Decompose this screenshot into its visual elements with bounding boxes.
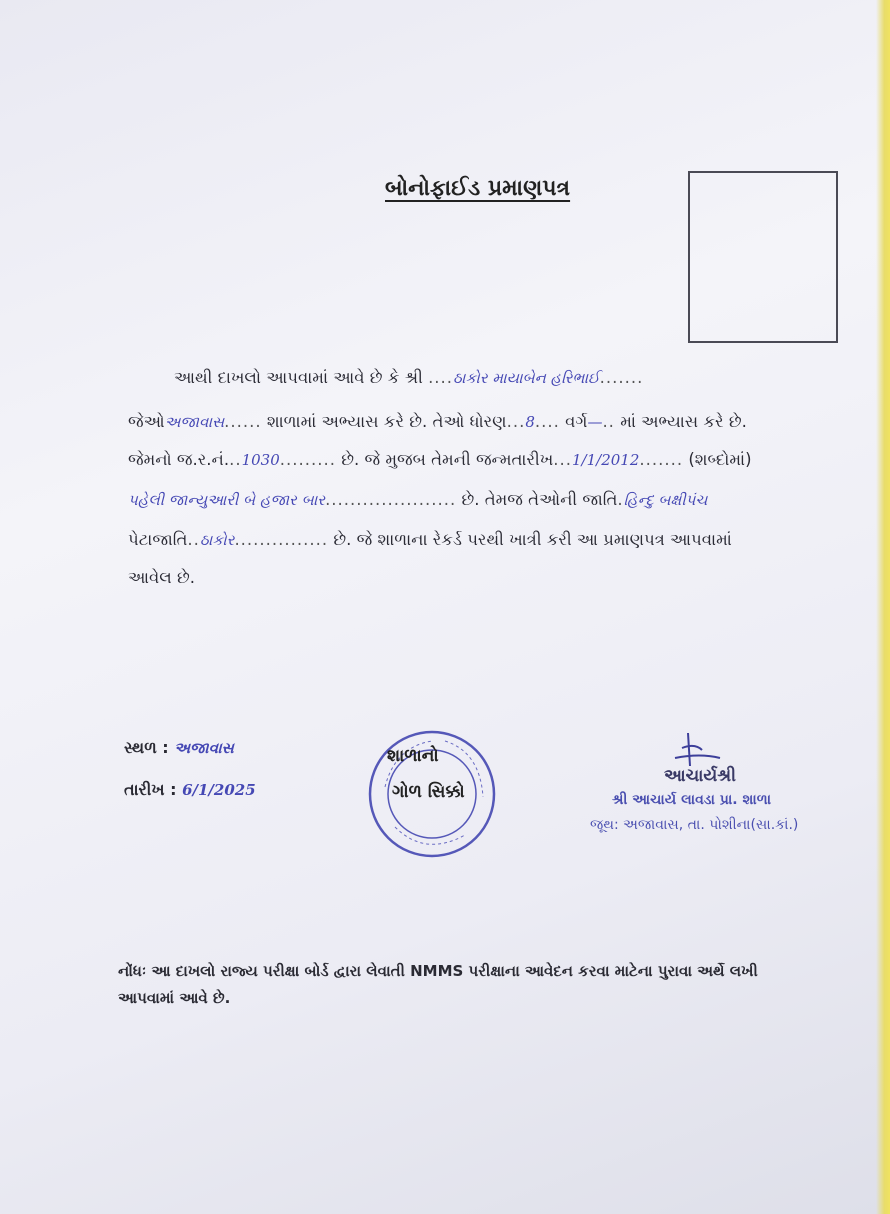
place-field xyxy=(124,738,234,758)
birth-date-words: પહેલી જાન્યુઆરી બે હજાર બાર xyxy=(128,491,326,509)
place-value: અજાવાસ xyxy=(174,739,234,757)
place-label: સ્થળ : xyxy=(124,738,169,757)
birth-date: 1/1/2012 xyxy=(572,451,640,469)
date-field xyxy=(124,780,256,800)
certificate-line-2: જેઓઅજાવાસ...... શાળામાં અભ્યાસ કરે છે. તેઓ ધોરણ...8.... વર્ગ—.. માં અભ્યાસ કરે છે. xyxy=(128,412,747,431)
line3-suffix: (શબ્દોમાં) xyxy=(688,450,752,469)
date-value: 6/1/2025 xyxy=(182,781,256,799)
signature-school: શ્રી આચાર્ય લાવડા પ્રા. શાળા xyxy=(612,792,772,808)
line3-mid: છે. જે મુજબ તેમની જન્મતારીખ xyxy=(341,450,554,469)
certificate-line-6: આવેલ છે. xyxy=(128,568,195,587)
photo-box xyxy=(688,171,838,343)
stamp-line-2: ગોળ સિક્કો xyxy=(392,782,465,802)
page-title: બોનોફાઈડ પ્રમાણપત્ર xyxy=(385,176,571,201)
date-label: તારીખ : xyxy=(124,780,177,799)
subcaste-value: ઠાકોર xyxy=(199,531,235,549)
stamp-line-1: શાળાનો xyxy=(387,746,439,766)
paper-edge xyxy=(876,0,890,1214)
line2-mid: શાળામાં અભ્યાસ કરે છે. તેઓ ધોરણ xyxy=(266,412,507,431)
line5-prefix: પેટાજાતિ xyxy=(128,530,188,549)
certificate-line-5: પેટાજાતિ..ઠાકોર............... છે. જે શાળાના રેકર્ડ પરથી ખાત્રી કરી આ પ્રમાણપત્ર આપવામાં xyxy=(128,530,732,549)
line2-prefix: જેઓ xyxy=(128,412,165,431)
student-name: ઠાકોર માયાબેન હરિભાઈ xyxy=(453,369,600,387)
line1-text: આથી દાખલો આપવામાં આવે છે કે શ્રી xyxy=(174,368,423,387)
class-value: — xyxy=(587,413,603,431)
school-name: અજાવાસ xyxy=(164,413,225,431)
line4-mid: છે. તેમજ તેઓની જાતિ xyxy=(461,490,618,509)
certificate-line-1: આથી દાખલો આપવામાં આવે છે કે શ્રી ....ઠાકોર માયાબેન હરિભાઈ....... xyxy=(174,368,644,387)
certificate-line-4: પહેલી જાન્યુઆરી બે હજાર બાર..................... છે. તેમજ તેઓની જાતિ.હિન્દુ બક્ષીપંચ xyxy=(128,490,708,509)
line3-prefix: જેમનો જ.ર.નં. xyxy=(128,450,230,469)
standard-value: 8 xyxy=(525,413,535,431)
caste-value: હિન્દુ બક્ષીપંચ xyxy=(623,491,708,509)
line2-suffix: માં અભ્યાસ કરે છે. xyxy=(620,412,747,431)
certificate-line-3: જેમનો જ.ર.નં...1030......... છે. જે મુજબ તેમની જન્મતારીખ...1/1/2012....... (શબ્દોમાં) xyxy=(128,450,752,469)
gr-number: 1030 xyxy=(241,451,280,469)
signature-address: જૂથ: અજાવાસ, તા. પોશીના(સા.કાં.) xyxy=(590,817,799,833)
footnote: નોંધઃ આ દાખલો રાજ્ય પરીક્ષા બોર્ડ દ્વારા લેવાતી NMMS પરીક્ષાના આવેદન કરવા માટેના પુરાવા અર્થે લખી આપવામાં આવે છે. xyxy=(118,962,758,1007)
principal-title: આચાર્યશ્રી xyxy=(664,766,737,786)
line5-suffix: છે. જે શાળાના રેકર્ડ પરથી ખાત્રી કરી આ પ્રમાણપત્ર આપવામાં xyxy=(333,530,732,549)
line2-mid2: વર્ગ xyxy=(565,412,588,431)
